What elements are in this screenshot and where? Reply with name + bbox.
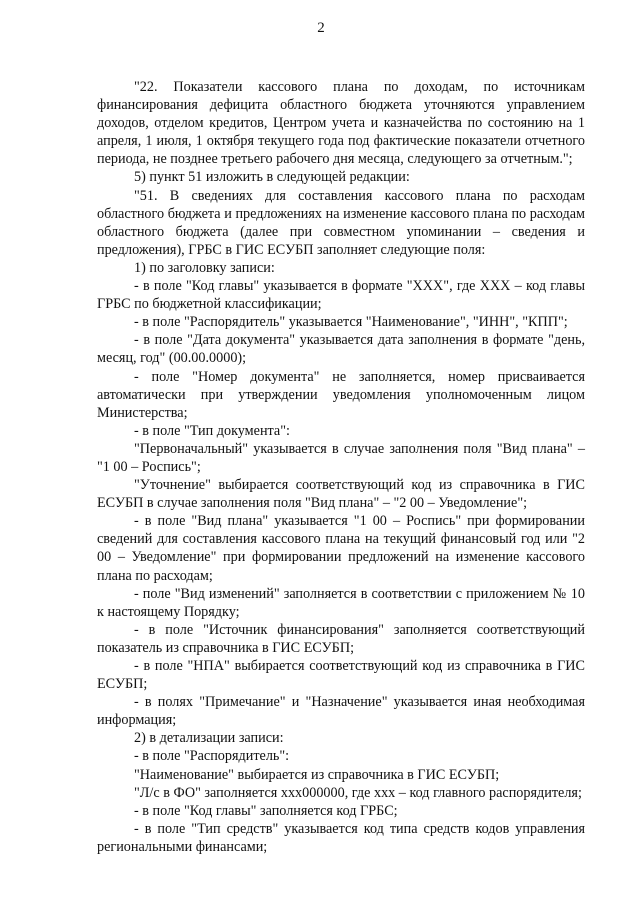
paragraph: - в поле "Вид плана" указывается "1 00 – Роспись" при формировании сведений для составления кассового плана на текущий финансовый год или "2 00 – Уведомление" при формировании предложений на изменение кассового плана по расходам; <box>97 513 585 584</box>
paragraph: "Первоначальный" указывается в случае заполнения поля "Вид плана" – "1 00 – Роспись"; <box>97 440 585 475</box>
paragraph: - в поле "Код главы" заполняется код ГРБС; <box>134 802 398 819</box>
paragraph: "Л/с в ФО" заполняется ххх000000, где ххх – код главного распорядителя; <box>134 784 582 801</box>
paragraph: "51. В сведениях для составления кассового плана по расходам областного бюджета и предложениях на изменение кассового плана по расходам областного бюджета (далее при совместном упоминании – сведения и предложения), ГРБС в ГИС ЕСУБП заполняет следующие поля: <box>97 187 585 258</box>
page-number: 2 <box>317 20 325 36</box>
paragraph: "Уточнение" выбирается соответствующий код из справочника в ГИС ЕСУБП в случае заполнения поля "Вид плана" – "2 00 – Уведомление"; <box>97 477 585 512</box>
paragraph: - поле "Вид изменений" заполняется в соответствии с приложением № 10 к настоящему Порядку; <box>97 585 585 620</box>
paragraph: - в поле "Распорядитель": <box>134 748 290 765</box>
paragraph: 1) по заголовку записи: <box>134 259 275 276</box>
paragraph: "22. Показатели кассового плана по доходам, по источникам финансирования дефицита областного бюджета уточняются управлением доходов, отделом кредитов, Центром учета и казначейства по состоянию на 1 апреля, 1 июля, 1 октября текущего года под фактические показатели отчетного периода, не позднее третьего рабочего дня месяца, следующего за отчетным."; <box>97 79 585 168</box>
paragraph: - в поле "Тип средств" указывается код типа средств кодов управления региональными финансами; <box>97 820 585 855</box>
paragraph: - в полях "Примечание" и "Назначение" указывается иная необходимая информация; <box>97 694 585 729</box>
paragraph: - в поле "Код главы" указывается в формате "ХХХ", где ХХХ – код главы ГРБС по бюджетной классификации; <box>97 278 585 313</box>
paragraph: - в поле "Источник финансирования" заполняется соответствующий показатель из справочника в ГИС ЕСУБП; <box>97 621 585 656</box>
paragraph: - в поле "Распорядитель" указывается "Наименование", "ИНН", "КПП"; <box>134 314 568 331</box>
paragraph: - поле "Номер документа" не заполняется, номер присваивается автоматически при утверждении уведомления уполномоченным лицом Министерства; <box>97 368 585 421</box>
document-body <box>97 78 585 856</box>
paragraph: "Наименование" выбирается из справочника в ГИС ЕСУБП; <box>134 766 500 783</box>
paragraph: - в поле "Тип документа": <box>134 422 290 439</box>
paragraph: - в поле "Дата документа" указывается дата заполнения в формате "день, месяц, год" (00.00.0000); <box>97 332 585 367</box>
paragraph: 5) пункт 51 изложить в следующей редакции: <box>134 169 410 186</box>
paragraph: - в поле "НПА" выбирается соответствующий код из справочника в ГИС ЕСУБП; <box>97 658 585 693</box>
paragraph: 2) в детализации записи: <box>134 730 284 747</box>
